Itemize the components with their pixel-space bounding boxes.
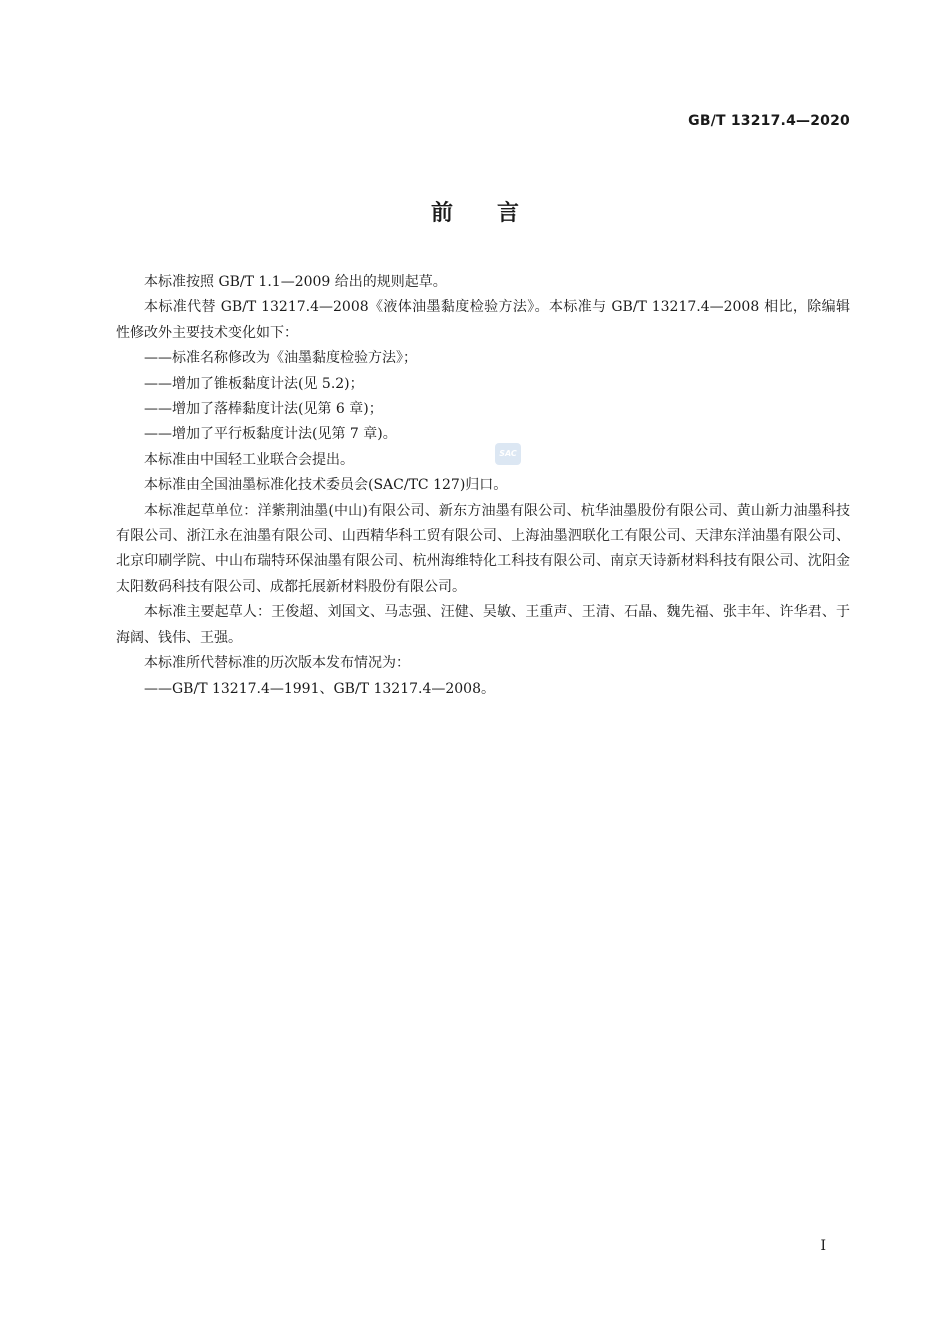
paragraph: 本标准按照 GB/T 1.1—2009 给出的规则起草。: [144, 274, 447, 290]
paragraph: 本标准主要起草人：王俊超、刘国文、马志强、汪健、吴敏、王重声、王清、石晶、魏先福、张丰年、许华君、于海阔、钱伟、王强。: [116, 604, 850, 646]
paragraph: 本标准由全国油墨标准化技术委员会(SAC/TC 127)归口。: [144, 477, 508, 494]
sac-watermark-logo: SAC: [495, 443, 521, 465]
paragraph: 本标准代替 GB/T 13217.4—2008《液体油墨黏度检验方法》。本标准与 GB/T 13217.4—2008 相比，除编辑性修改外主要技术变化如下：: [116, 299, 850, 341]
foreword-body: [116, 270, 850, 702]
paragraph: 本标准起草单位：洋紫荆油墨(中山)有限公司、新东方油墨有限公司、杭华油墨股份有限公司、黄山新力油墨科技有限公司、浙江永在油墨有限公司、山西精华科工贸有限公司、上海油墨泗联化工有限公司、天津东洋油墨有限公司、北京印刷学院、中山布瑞特环保油墨有限公司、杭州海维特化工科技有限公司、南京天诗新材料科技有限公司、沈阳金太阳数码科技有限公司、成都托展新材料股份有限公司。: [116, 502, 850, 595]
list-item: ——GB/T 13217.4—1991、GB/T 13217.4—2008。: [144, 680, 495, 697]
page-number: I: [820, 1238, 826, 1254]
page-title: 前言: [430, 201, 563, 226]
paragraph: 本标准所代替标准的历次版本发布情况为：: [144, 655, 410, 672]
list-item: ——增加了落棒黏度计法(见第 6 章)；: [144, 401, 383, 418]
list-item: ——标准名称修改为《油墨黏度检验方法》；: [144, 350, 417, 367]
paragraph: 本标准由中国轻工业联合会提出。: [144, 451, 354, 468]
list-item: ——增加了平行板黏度计法(见第 7 章)。: [144, 426, 397, 443]
standard-code: GB/T 13217.4—2020: [688, 113, 850, 129]
list-item: ——增加了锥板黏度计法(见 5.2)；: [144, 375, 364, 392]
